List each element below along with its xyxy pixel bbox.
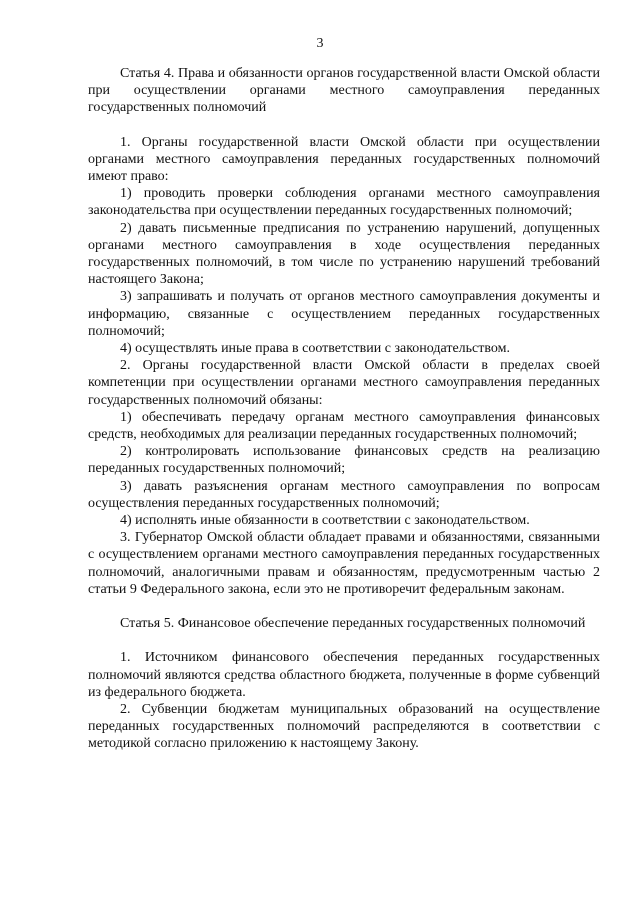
article-4-paragraph: 3) запрашивать и получать от органов местного самоуправления документы и информацию, связанные с осуществлением переданных государственных полномочий; [88, 289, 600, 339]
article-5-paragraph: 1. Источником финансового обеспечения переданных государственных полномочий являются средства областного бюджета, полученные в форме субвенций из федерального бюджета. [88, 650, 600, 700]
article-4-paragraph: 2) давать письменные предписания по устранению нарушений, допущенных органами местного самоуправления в ходе осуществления переданных государственных полномочий, в том числе по устранению нарушений требований настоящего Закона; [88, 220, 600, 288]
article-4-paragraph: 1) проводить проверки соблюдения органами местного самоуправления законодательства при осуществлении переданных государственных полномочий; [88, 186, 600, 219]
article-4-paragraph: 2. Органы государственной власти Омской области в пределах своей компетенции при осуществлении органами местного самоуправления переданных государственных полномочий обязаны: [88, 358, 600, 408]
article-4-paragraph: 1) обеспечивать передачу органам местного самоуправления финансовых средств, необходимых для реализации переданных государственных полномочий; [88, 409, 600, 443]
article-5-paragraph: 2. Субвенции бюджетам муниципальных образований на осуществление переданных государственных полномочий распределяются в соответствии с методикой согласно приложению к настоящему Закону. [88, 701, 600, 752]
article-4-paragraph: 4) осуществлять иные права в соответствии с законодательством. [120, 341, 510, 357]
article-4-paragraph: 2) контролировать использование финансовых средств на реализацию переданных государственных полномочий; [88, 444, 600, 477]
page-number: 3 [316, 36, 324, 51]
article-4-paragraph: 1. Органы государственной власти Омской области при осуществлении органами местного самоуправления переданных государственных полномочий имеют право: [88, 134, 600, 185]
article-5-title: Статья 5. Финансовое обеспечение переданных государственных полномочий [120, 616, 586, 632]
article-4-title: Статья 4. Права и обязанности органов государственной власти Омской области при осуществлении органами местного самоуправления переданных государственных полномочий [88, 66, 600, 116]
document-body [88, 65, 600, 753]
article-4-paragraph: 3. Губернатор Омской области обладает правами и обязанностями, связанными с осуществлением органами местного самоуправления переданных государственных полномочий, аналогичными правам и обязанностям, предусмотренным частью 2 статьи 9 Федерального закона, если это не противоречит федеральным законам. [88, 530, 600, 597]
article-4-paragraph: 4) исполнять иные обязанности в соответствии с законодательством. [120, 513, 530, 529]
article-4-paragraph: 3) давать разъяснения органам местного самоуправления по вопросам осуществления переданных государственных полномочий; [88, 478, 600, 511]
